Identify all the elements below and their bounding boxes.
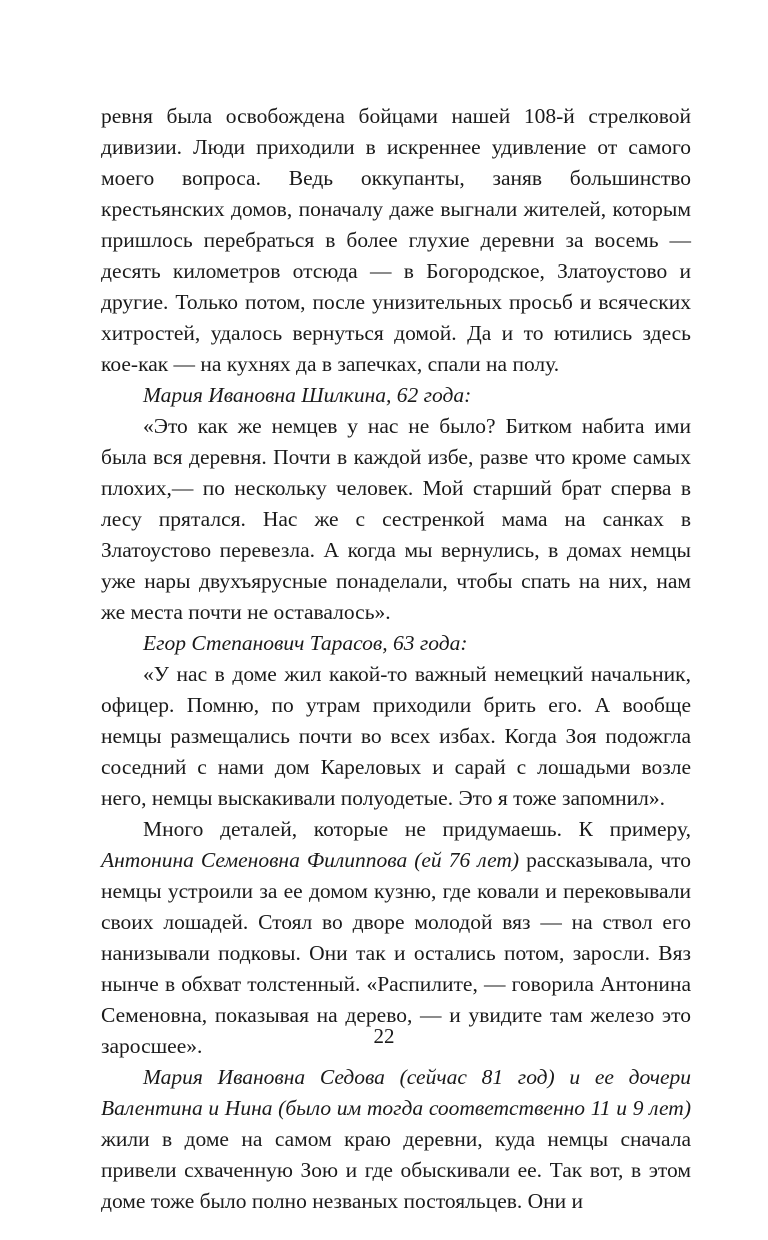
witness-name-filippova: Антонина Семеновна Филиппова (ей 76 лет): [101, 848, 520, 872]
paragraph-continuation: ревня была освобождена бойцами нашей 108-й стрелковой дивизии. Люди приходили в искреннее удивление от самого моего вопроса. Ведь оккупанты, заняв большинство крестьянских домов, поначалу даже выгнали жителей, которым пришлось перебраться в более глухие деревни за восемь — десять километров отсюда — в Богородское, Златоустово и другие. Только потом, после унизительных просьб и всяческих хитростей, удалось вернуться домой. Да и то ютились здесь кое-как — на кухнях да в запечках, спали на полу.: [101, 104, 691, 376]
page-number: 22: [373, 1024, 395, 1048]
quote-tarasov: «У нас в доме жил какой-то важный немецкий начальник, офицер. Помню, по утрам приходили брить его. А вообще немцы размещались почти во всех избах. Когда Зоя подожгла соседний с нами дом Кареловых и сарай с лошадьми возле него, немцы выскакивали полуодетые. Это я тоже запомнил».: [101, 662, 691, 810]
page-body-text: [101, 101, 691, 1217]
speaker-attribution-shilkina: Мария Ивановна Шилкина, 62 года:: [143, 383, 472, 407]
paragraph-sedova: [101, 1062, 691, 1217]
quote-shilkina: «Это как же немцев у нас не было? Битком набита ими была вся деревня. Почти в каждой избе, разве что кроме самых плохих,— по нескольку человек. Мой старший брат сперва в лесу прятался. Нас же с сестренкой мама на санках в Златоустово перевезла. А когда мы вернулись, в домах немцы уже нары двухъярусные понаделали, чтобы спать на них, нам же места почти не оставалось».: [101, 414, 691, 624]
paragraph-details-body: рассказывала, что немцы устроили за ее домом кузню, где ковали и перековывали своих лошадей. Стоял во дворе молодой вяз — на ствол его нанизывали подковы. Они так и остались потом, заросли. Вяз нынче в обхват толстенный. «Распилите, — говорила Антонина Семеновна, показывая на дерево, — и увидите там железо это заросшее».: [101, 848, 691, 1058]
witness-names-sedova: Мария Ивановна Седова (сейчас 81 год) и ее дочери Валентина и Нина (было им тогда соответственно 11 и 9 лет): [101, 1065, 691, 1120]
paragraph-details-intro: Много деталей, которые не придумаешь. К примеру,: [143, 817, 691, 841]
paragraph-sedova-body: жили в доме на самом краю деревни, куда немцы сначала привели схваченную Зою и где обыскивали ее. Так вот, в этом доме тоже было полно незваных постояльцев. Они и: [101, 1127, 691, 1213]
speaker-attribution-tarasov: Егор Степанович Тарасов, 63 года:: [143, 631, 468, 655]
